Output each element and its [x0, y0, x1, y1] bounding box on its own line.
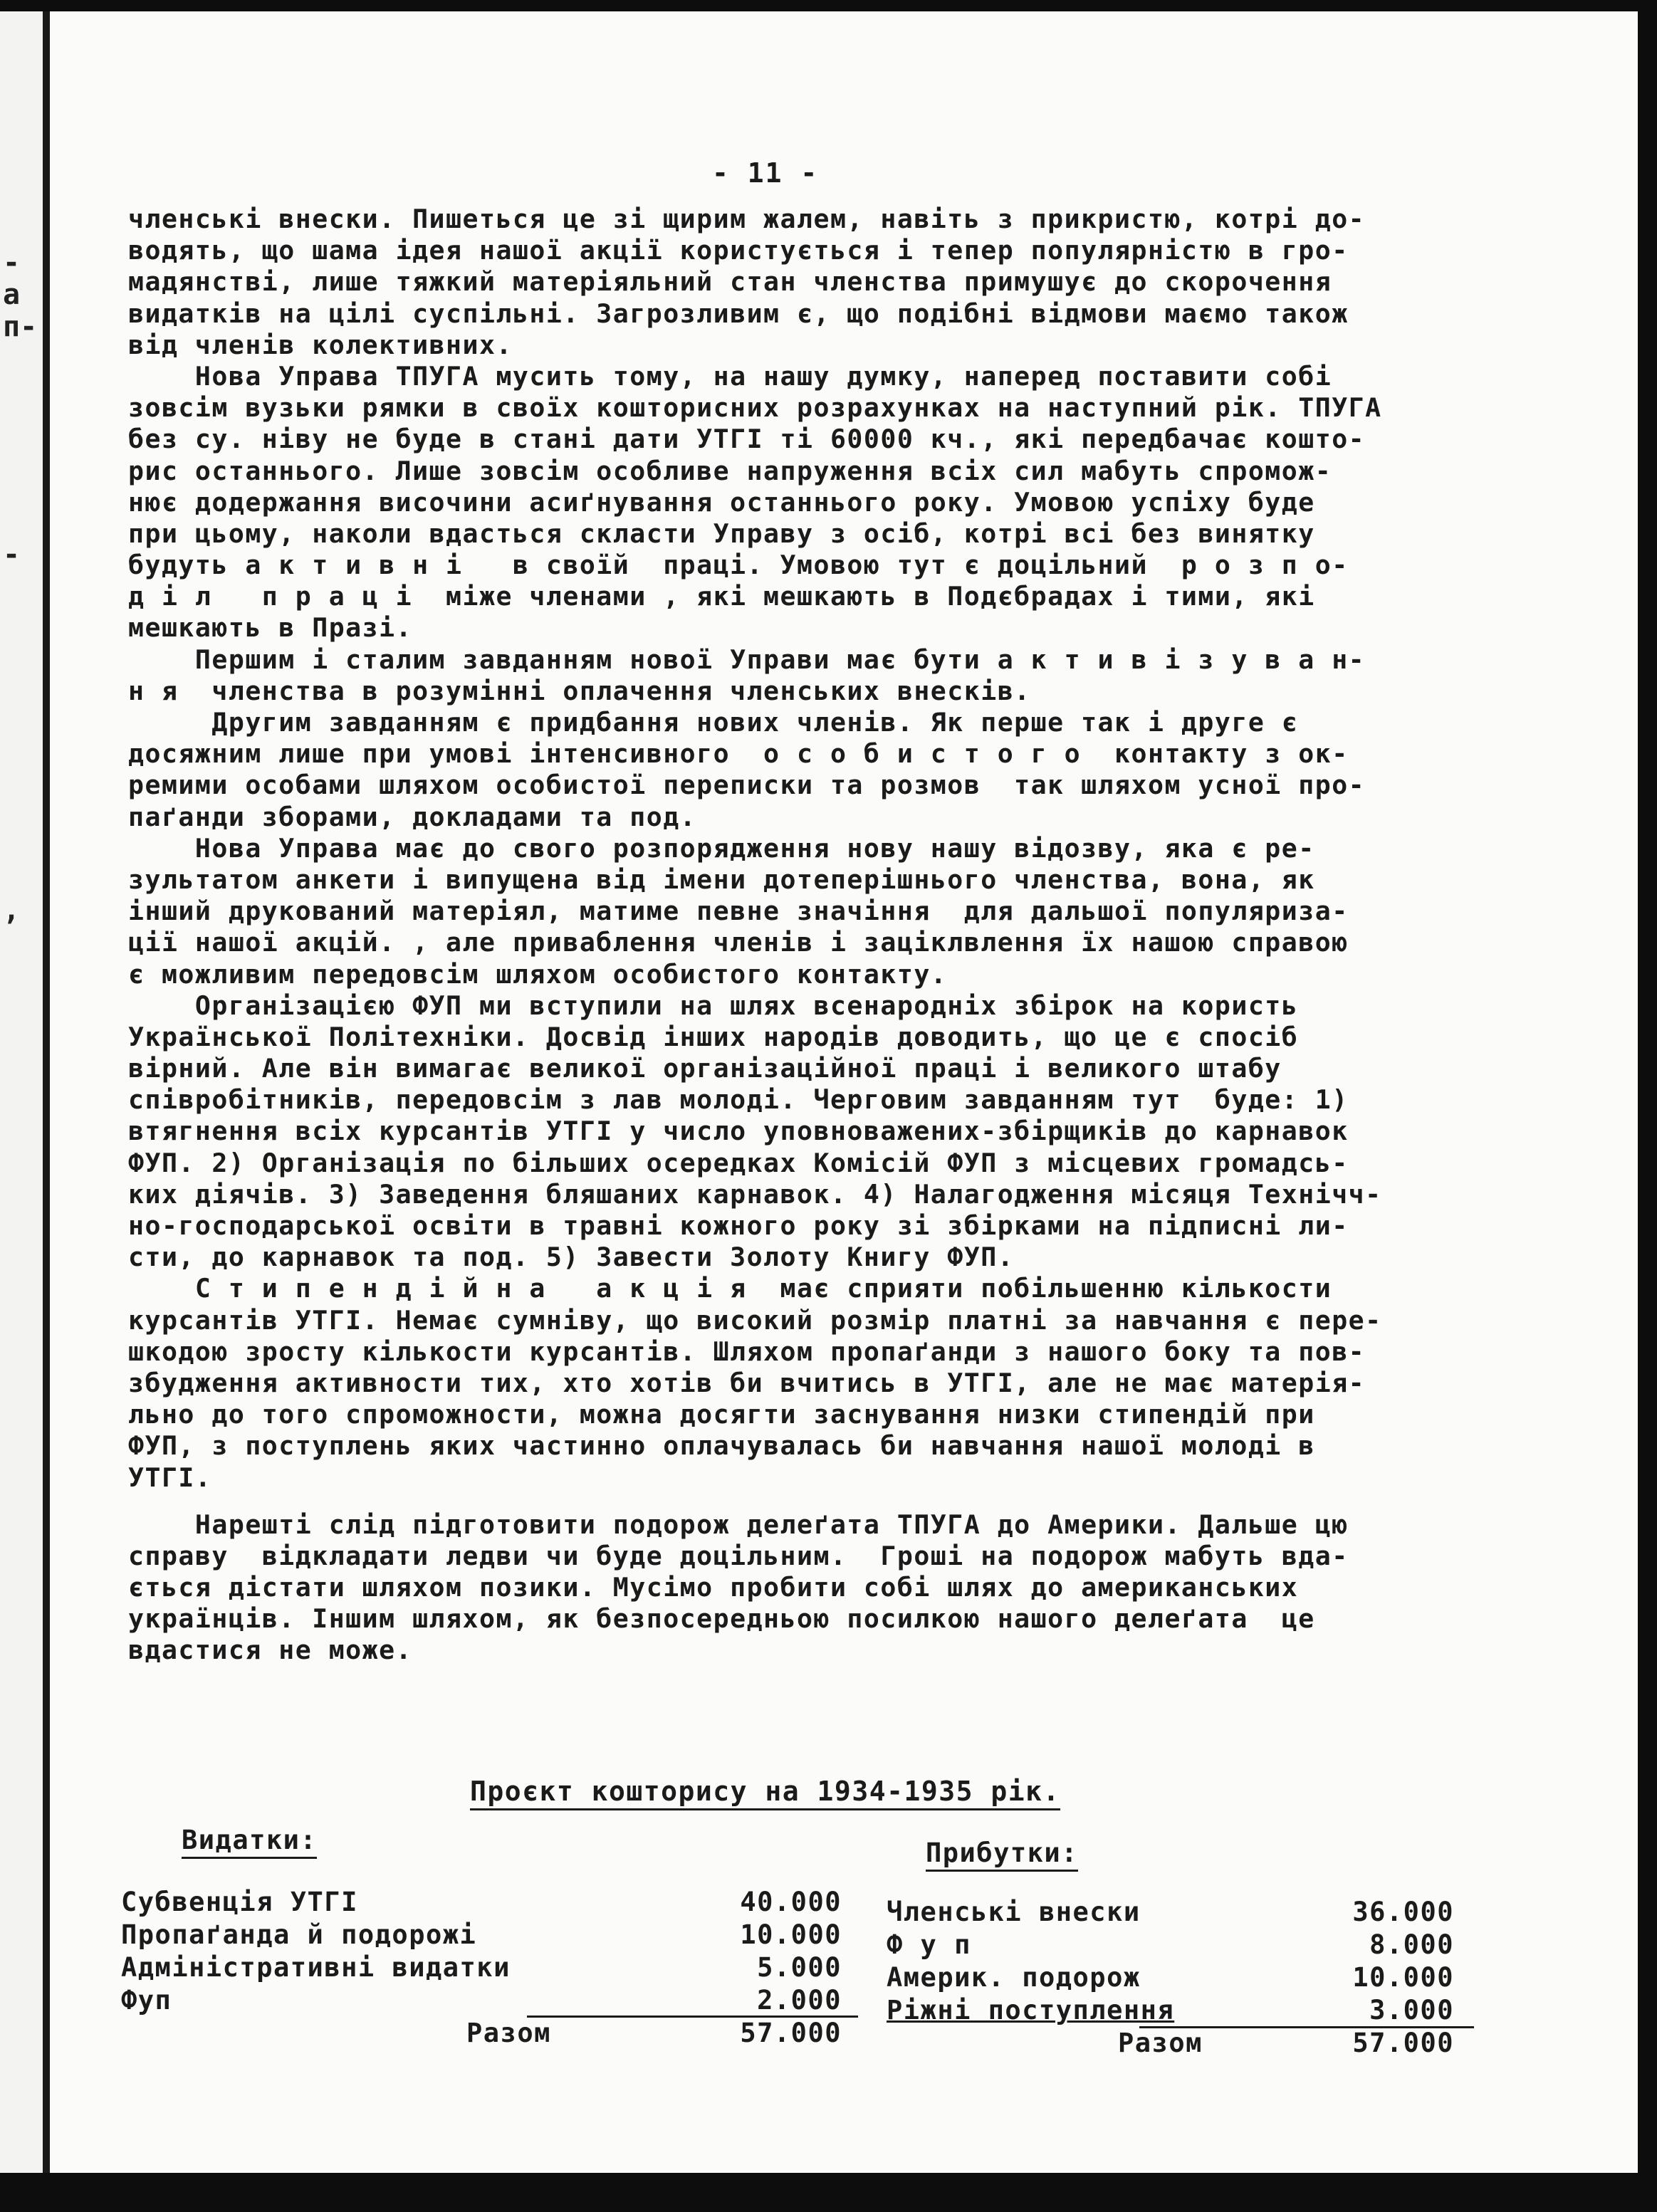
income-amount: 36.000 — [1352, 1897, 1454, 1927]
text-line: курсантів УТГІ. Немає сумніву, що високий розмір платні за навчання є пере- — [128, 1304, 1382, 1336]
book-gutter — [43, 11, 50, 2173]
expense-total-amount: 57.000 — [740, 2018, 842, 2048]
income-total-label: Разом — [1118, 2028, 1203, 2058]
text-line: будуть а к т и в н і в своїй праці. Умовою тут є доцільний р о з п о- — [128, 550, 1349, 581]
text-line: досяжним лише при умові інтенсивного о с о б и с т о г о контакту з ок- — [128, 738, 1349, 770]
text-line: вірний. Але він вимагає великої організаційної праці і великого штабу — [128, 1053, 1282, 1084]
text-line: співробітників, передовсім з лав молоді. Черговим завданням тут буде: 1) — [128, 1084, 1349, 1116]
income-label: Ф у п — [887, 1929, 971, 1960]
text-line: льно до того спроможности, можна досягти заснування низки стипендій при — [128, 1399, 1315, 1430]
expenses-heading: Видатки: — [182, 1825, 317, 1859]
text-line: паґанди зборами, докладами та под. — [128, 801, 697, 832]
text-line: членські внески. Пишеться це зі щирим жалем, навіть з прикристю, котрі до- — [128, 204, 1366, 234]
text-line: при цьому, наколи вдасться скласти Управу з осіб, котрі всі без винятку — [128, 518, 1315, 549]
text-line: мешкають в Празі. — [128, 612, 413, 644]
text-line: ремими особами шляхом особистої переписки та розмов так шляхом усної про- — [128, 770, 1366, 801]
expense-amount: 2.000 — [757, 1985, 842, 2016]
text-line: ких діячів. 3) Заведення бляшаних карнавок. 4) Налагодження місяця Технічч- — [128, 1178, 1382, 1210]
expense-label: Пропаґанда й подорожі — [121, 1919, 477, 1950]
text-line: Нова Управа ТПУГА мусить тому, на нашу думку, наперед поставити собі — [128, 360, 1332, 392]
adjacent-page-fragment: , — [3, 894, 21, 927]
text-line: інший друкований матеріял, матиме певне значіння для дальшої популяриза- — [128, 896, 1349, 927]
text-line: є можливим передовсім шляхом особистого контакту. — [128, 958, 948, 990]
adjacent-page-fragment: п- — [3, 310, 38, 343]
adjacent-page-fragment: - — [3, 538, 21, 571]
text-line: Організацією ФУП ми вступили на шлях всенародніх збірок на користь — [128, 990, 1299, 1021]
income-label: Америк. подорож — [887, 1962, 1141, 1993]
text-line: но-господарської освіти в травні кожного року зі збірками на підписні ли- — [128, 1210, 1349, 1241]
text-line: ється дістати шляхом позики. Мусімо пробити собі шлях до американських — [128, 1572, 1299, 1603]
expense-label: Адміністративні видатки — [121, 1952, 511, 1983]
income-heading: Прибутки: — [926, 1838, 1078, 1872]
text-line: водять, що шама ідея нашої акції користується і тепер популярністю в гро- — [128, 235, 1349, 266]
text-line: Першим і сталим завданням нової Управи має бути а к т и в і з у в а н- — [128, 644, 1366, 675]
text-line: українців. Іншим шляхом, як безпосередньою посилкою нашого делеґата це — [128, 1603, 1315, 1635]
document-page — [50, 11, 1638, 2173]
income-label: Членські внески — [887, 1897, 1141, 1927]
expense-label: Фуп — [121, 1985, 172, 2016]
income-amount: 8.000 — [1369, 1929, 1454, 1960]
text-line: без су. ніву не буде в стані дати УТГІ ті 60000 кч., які передбачає кошто- — [128, 424, 1366, 455]
text-line: нює додержання височини асиґнування останнього року. Умовою успіху буде — [128, 486, 1315, 518]
income-amount: 3.000 — [1369, 1995, 1454, 2025]
text-line: збудження активности тих, хто хотів би вчитись в УТГІ, але не має матерія- — [128, 1367, 1366, 1398]
text-line: н я членства в розумінні оплачення членських внесків. — [128, 675, 1031, 706]
adjacent-page-fragment: а — [3, 278, 21, 311]
text-line: зультатом анкети і випущена від імени дотеперішнього членства, вона, як — [128, 864, 1315, 895]
scan-border-top — [0, 0, 1657, 11]
budget-title: Проєкт кошторису на 1934-1935 рік. — [470, 1776, 1060, 1810]
expense-total-label: Разом — [466, 2018, 551, 2048]
adjacent-page-fragment: - — [3, 246, 21, 279]
text-line: С т и п е н д і й н а а к ц і я має сприяти побільшенню кількости — [128, 1273, 1332, 1304]
expense-amount: 10.000 — [740, 1919, 842, 1950]
text-line: видатків на цілі суспільні. Загрозливим є, що подібні відмови маємо також — [128, 298, 1349, 329]
expense-amount: 5.000 — [757, 1952, 842, 1983]
expense-label: Субвенція УТГІ — [121, 1887, 358, 1917]
text-line: від членів колективних. — [128, 329, 513, 360]
income-amount: 10.000 — [1352, 1962, 1454, 1993]
expense-amount: 40.000 — [740, 1887, 842, 1917]
text-line: д і л п р а ц і міже членами , які мешкають в Подєбрадах і тими, які — [128, 581, 1315, 612]
body-text — [128, 204, 1588, 1698]
text-line: ФУП. 2) Організація по більших осередках Комісій ФУП з місцевих громадсь- — [128, 1147, 1349, 1178]
text-line: ції нашої акцій. , але приваблення членів і заціклвлення їх нашою справою — [128, 927, 1349, 958]
text-line: шкодою зросту кількости курсантів. Шляхом пропаґанди з нашого боку та пов- — [128, 1336, 1366, 1367]
text-line: Нова Управа має до свого розпорядження нову нашу відозву, яка є ре- — [128, 832, 1315, 864]
scan-border-right — [1638, 0, 1657, 2212]
text-line: Української Політехніки. Досвід інших народів доводить, що це є спосіб — [128, 1021, 1299, 1052]
adjacent-page-strip — [0, 11, 43, 2173]
scan-border-bottom — [0, 2173, 1657, 2212]
text-line: Нарешті слід підготовити подорож делеґата ТПУГА до Америки. Дальше цю — [128, 1509, 1349, 1540]
text-line: зовсім вузьки рямки в своїх кошторисних розрахунках на наступний рік. ТПУГА — [128, 392, 1382, 424]
text-line — [128, 1667, 1588, 1698]
text-line: втягнення всіх курсантів УТГІ у число уповноважених-збірщиків до карнавок — [128, 1116, 1349, 1147]
page-number: - 11 - — [712, 157, 819, 189]
text-line: вдастися не може. — [128, 1635, 413, 1666]
income-label: Ріжні поступлення — [887, 1995, 1175, 2025]
text-line: Другим завданням є придбання нових членів. Як перше так і друге є — [128, 707, 1299, 738]
text-line: сти, до карнавок та под. 5) Завести Золоту Книгу ФУП. — [128, 1242, 1015, 1273]
text-line: ФУП, з поступлень яких частинно оплачувалась би навчання нашої молоді в — [128, 1430, 1315, 1462]
text-line: мадянстві, лише тяжкий матеріяльний стан членства примушує до скорочення — [128, 266, 1332, 298]
income-total-amount: 57.000 — [1352, 2028, 1454, 2058]
text-line: УТГІ. — [128, 1462, 212, 1493]
text-line: рис останнього. Лише зовсім особливе напруження всіх сил мабуть спромож- — [128, 455, 1332, 486]
text-line: справу відкладати ледви чи буде доцільним. Гроші на подорож мабуть вда- — [128, 1540, 1349, 1571]
